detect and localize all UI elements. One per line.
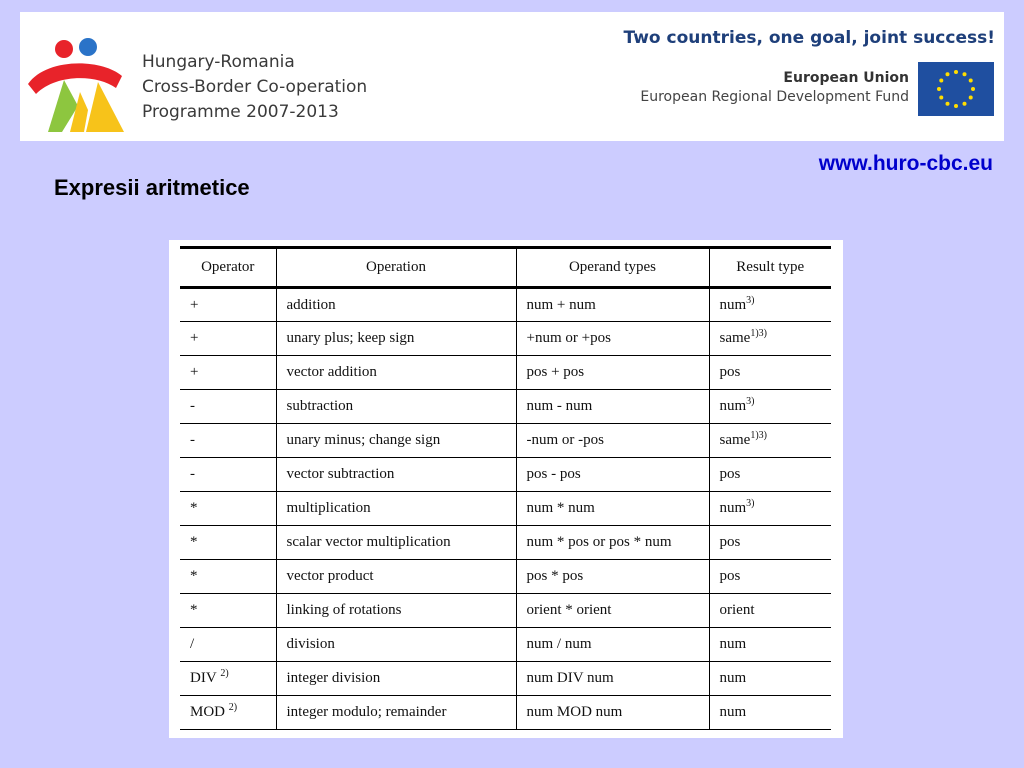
operand-types-cell-text: -num or -pos	[526, 432, 604, 448]
operand-types-cell-text: pos - pos	[526, 466, 581, 482]
operator-cell-text: *	[190, 602, 198, 618]
operation-cell-text: multiplication	[286, 500, 371, 516]
eu-flag-icon	[918, 62, 994, 116]
result-type-cell	[709, 662, 831, 696]
footnote-marker: 2)	[228, 702, 238, 713]
operator-cell	[180, 492, 276, 526]
operand-types-cell	[516, 662, 709, 696]
result-type-cell	[709, 390, 831, 424]
operand-types-cell	[516, 458, 709, 492]
operation-cell-text: division	[286, 636, 335, 652]
operator-cell-text: /	[190, 636, 195, 652]
result-type-cell-text: pos	[719, 466, 741, 482]
programme-line: Programme 2007-2013	[142, 102, 339, 122]
table-row	[180, 288, 831, 322]
table-row	[180, 696, 831, 730]
eu-star-icon	[946, 102, 950, 106]
table-row	[180, 560, 831, 594]
operand-types-cell-text: num DIV num	[526, 670, 614, 686]
operator-cell	[180, 628, 276, 662]
table-row	[180, 390, 831, 424]
result-type-cell-text: same	[719, 330, 751, 346]
operand-types-cell-text: pos * pos	[526, 568, 584, 584]
table-row	[180, 322, 831, 356]
footnote-marker: 3)	[746, 294, 755, 306]
operand-types-cell-text: num MOD num	[526, 704, 623, 720]
operand-types-cell	[516, 492, 709, 526]
operator-table-panel	[169, 240, 843, 738]
eu-star-icon	[946, 72, 950, 76]
operand-types-cell-text: num * num	[526, 500, 595, 516]
footnote-marker: 2)	[220, 668, 229, 679]
operation-cell-text: subtraction	[286, 398, 354, 414]
operand-types-cell-text: num * pos or pos * num	[526, 534, 672, 550]
table-row	[180, 458, 831, 492]
result-type-cell	[709, 526, 831, 560]
table-row	[180, 526, 831, 560]
table-row	[180, 492, 831, 526]
eu-star-icon	[971, 87, 975, 91]
operation-cell	[276, 696, 516, 730]
footnote-marker: 3)	[746, 396, 755, 407]
result-type-cell	[709, 424, 831, 458]
operation-cell-text: vector subtraction	[286, 466, 395, 482]
operator-cell-text: *	[190, 500, 198, 516]
operation-cell	[276, 288, 516, 322]
operand-types-cell-text: +num or +pos	[526, 330, 611, 346]
operator-cell-text: -	[190, 398, 195, 414]
operator-cell-text: +	[190, 364, 199, 380]
operator-cell-text: -	[190, 432, 195, 448]
result-type-cell-text: orient	[719, 602, 755, 618]
result-type-cell	[709, 458, 831, 492]
operator-cell	[180, 662, 276, 696]
operation-cell	[276, 594, 516, 628]
operation-cell-text: linking of rotations	[286, 602, 402, 618]
operation-cell	[276, 526, 516, 560]
website-link[interactable]: www.huro-cbc.eu	[818, 152, 993, 175]
operation-cell-text: vector product	[286, 568, 374, 584]
column-header-operand-types: Operand types	[516, 248, 709, 288]
fund-label: European Regional Development Fund	[640, 89, 909, 105]
table-row	[180, 662, 831, 696]
operator-cell	[180, 288, 276, 322]
result-type-cell	[709, 696, 831, 730]
result-type-cell-text: pos	[719, 534, 741, 550]
result-type-cell-text: num	[719, 398, 747, 414]
operator-cell-text: DIV	[190, 670, 217, 686]
operand-types-cell	[516, 390, 709, 424]
eu-star-icon	[969, 96, 973, 100]
operand-types-cell	[516, 424, 709, 458]
table-header-row	[180, 248, 831, 288]
eu-star-icon	[954, 70, 958, 74]
result-type-cell-text: pos	[719, 364, 741, 380]
operation-cell	[276, 492, 516, 526]
column-header-result-type: Result type	[709, 248, 831, 288]
operator-cell	[180, 526, 276, 560]
operator-cell	[180, 356, 276, 390]
result-type-cell-text: num	[719, 500, 747, 516]
operator-cell	[180, 560, 276, 594]
result-type-cell	[709, 594, 831, 628]
result-type-cell-text: num	[719, 670, 747, 686]
operand-types-cell	[516, 560, 709, 594]
result-type-cell	[709, 356, 831, 390]
eu-star-icon	[939, 79, 943, 83]
operand-types-cell-text: pos + pos	[526, 364, 585, 380]
operand-types-cell	[516, 526, 709, 560]
operation-cell	[276, 560, 516, 594]
result-type-cell-text: pos	[719, 568, 741, 584]
operator-table	[180, 246, 831, 730]
eu-star-icon	[954, 104, 958, 108]
table-row	[180, 356, 831, 390]
operator-cell	[180, 696, 276, 730]
eu-label: European Union	[783, 70, 909, 86]
result-type-cell	[709, 628, 831, 662]
operator-cell-text: MOD	[190, 704, 226, 720]
operator-cell	[180, 594, 276, 628]
operand-types-cell	[516, 696, 709, 730]
operation-cell	[276, 424, 516, 458]
operand-types-cell	[516, 322, 709, 356]
operation-cell	[276, 322, 516, 356]
column-header-operator: Operator	[180, 248, 276, 288]
column-header-operation: Operation	[276, 248, 516, 288]
table-row	[180, 424, 831, 458]
table-row	[180, 594, 831, 628]
programme-name	[142, 50, 367, 125]
operand-types-cell	[516, 594, 709, 628]
footnote-marker: 1)3)	[750, 430, 767, 441]
operand-types-cell	[516, 356, 709, 390]
result-type-cell	[709, 322, 831, 356]
operation-cell	[276, 356, 516, 390]
result-type-cell-text: num	[719, 636, 747, 652]
result-type-cell-text: num	[719, 296, 747, 313]
result-type-cell-text: same	[719, 432, 751, 448]
operation-cell-text: vector addition	[286, 364, 377, 380]
eu-star-icon	[937, 87, 941, 91]
operator-cell	[180, 322, 276, 356]
operator-cell	[180, 458, 276, 492]
programme-line: Cross-Border Co-operation	[142, 77, 368, 97]
operand-types-cell	[516, 288, 709, 322]
footnote-marker: 3)	[746, 498, 755, 509]
programme-line: Hungary-Romania	[142, 52, 295, 72]
result-type-cell	[709, 288, 831, 322]
operation-cell	[276, 662, 516, 696]
result-type-cell	[709, 492, 831, 526]
operand-types-cell-text: orient * orient	[526, 602, 612, 618]
operator-cell-text: +	[190, 330, 199, 346]
operation-cell-text: addition	[286, 296, 336, 313]
footnote-marker: 1)3)	[750, 328, 767, 339]
operator-cell-text: -	[190, 466, 195, 482]
operand-types-cell-text: num / num	[526, 636, 592, 652]
operation-cell	[276, 390, 516, 424]
slide-title: Expresii aritmetice	[54, 175, 250, 200]
operation-cell	[276, 628, 516, 662]
table-row	[180, 628, 831, 662]
eu-star-icon	[969, 79, 973, 83]
operator-cell	[180, 390, 276, 424]
eu-star-icon	[963, 102, 967, 106]
operation-cell-text: integer modulo; remainder	[286, 704, 447, 720]
operand-types-cell	[516, 628, 709, 662]
operation-cell-text: integer division	[286, 670, 381, 686]
result-type-cell-text: num	[719, 704, 747, 720]
huro-people-logo-icon	[26, 36, 126, 136]
header-banner	[20, 12, 1004, 141]
operation-cell	[276, 458, 516, 492]
operator-cell-text: *	[190, 534, 198, 550]
operator-cell	[180, 424, 276, 458]
operation-cell-text: unary plus; keep sign	[286, 330, 415, 346]
result-type-cell	[709, 560, 831, 594]
eu-star-icon	[939, 96, 943, 100]
operation-cell-text: unary minus; change sign	[286, 432, 441, 448]
operator-cell-text: *	[190, 568, 198, 584]
operand-types-cell-text: num + num	[526, 296, 596, 313]
operator-cell-text: +	[190, 296, 199, 313]
eu-star-icon	[963, 72, 967, 76]
operand-types-cell-text: num - num	[526, 398, 593, 414]
slogan: Two countries, one goal, joint success!	[623, 28, 995, 48]
operation-cell-text: scalar vector multiplication	[286, 534, 451, 550]
